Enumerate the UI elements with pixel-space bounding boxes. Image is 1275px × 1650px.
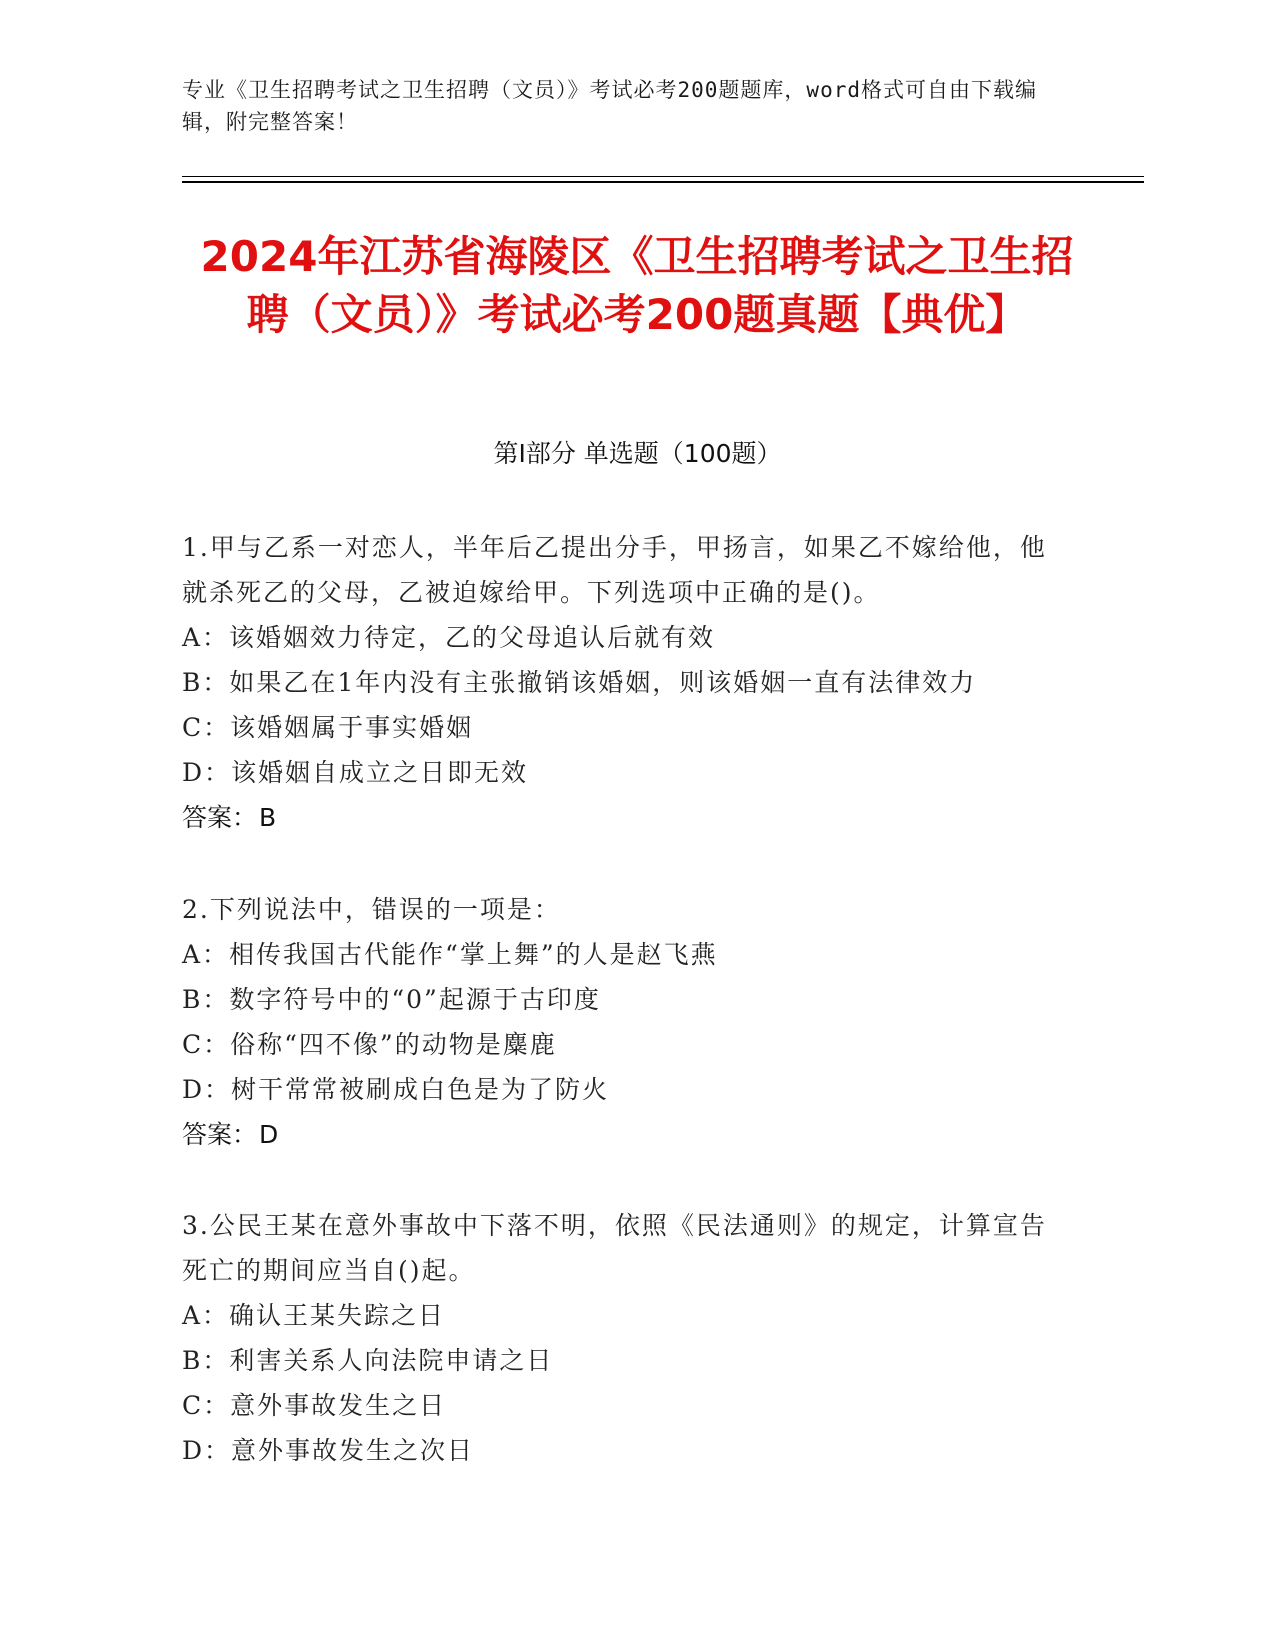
option-a: A：该婚姻效力待定，乙的父母追认后就有效 xyxy=(182,623,716,652)
header-divider-thick xyxy=(182,181,1144,183)
header-note: 专业《卫生招聘考试之卫生招聘（文员）》考试必考200题题库，word格式可自由下载编辑，附完整答案！ xyxy=(182,78,1037,134)
option-c: C：俗称“四不像”的动物是麋鹿 xyxy=(182,1030,557,1059)
header-divider-thin xyxy=(182,176,1144,177)
option-d: D：树干常常被刷成白色是为了防火 xyxy=(182,1075,610,1104)
question-stem: 1.甲与乙系一对恋人，半年后乙提出分手，甲扬言，如果乙不嫁给他，他就杀死乙的父母，乙被迫嫁给甲。下列选项中正确的是()。 xyxy=(182,533,1047,607)
option-b: B：数字符号中的“0”起源于古印度 xyxy=(182,985,601,1014)
option-a: A：相传我国古代能作“掌上舞”的人是赵飞燕 xyxy=(182,940,718,969)
question-1 xyxy=(182,525,1062,840)
question-stem: 2.下列说法中，错误的一项是： xyxy=(182,895,561,924)
option-d: D：该婚姻自成立之日即无效 xyxy=(182,758,529,787)
answer-label: 答案： xyxy=(182,803,258,832)
option-a: A：确认王某失踪之日 xyxy=(182,1301,446,1330)
question-stem: 3.公民王某在意外事故中下落不明，依照《民法通则》的规定，计算宣告死亡的期间应当自()起。 xyxy=(182,1211,1047,1285)
answer-line xyxy=(182,795,1062,840)
section-heading: 第I部分 单选题（100题） xyxy=(493,439,782,468)
option-c: C：该婚姻属于事实婚姻 xyxy=(182,713,474,742)
option-b: B：利害关系人向法院申请之日 xyxy=(182,1346,554,1375)
answer-line xyxy=(182,1112,1062,1157)
question-3 xyxy=(182,1203,1062,1473)
answer-value: D xyxy=(259,1120,279,1149)
option-c: C：意外事故发生之日 xyxy=(182,1391,447,1420)
document-title: 2024年江苏省海陵区《卫生招聘考试之卫生招聘（文员）》考试必考200题真题【典优】 xyxy=(200,232,1074,339)
question-2 xyxy=(182,887,1062,1157)
option-d: D：意外事故发生之次日 xyxy=(182,1436,475,1465)
option-b: B：如果乙在1年内没有主张撤销该婚姻，则该婚姻一直有法律效力 xyxy=(182,668,977,697)
answer-label: 答案： xyxy=(182,1120,258,1149)
answer-value: B xyxy=(259,803,277,832)
